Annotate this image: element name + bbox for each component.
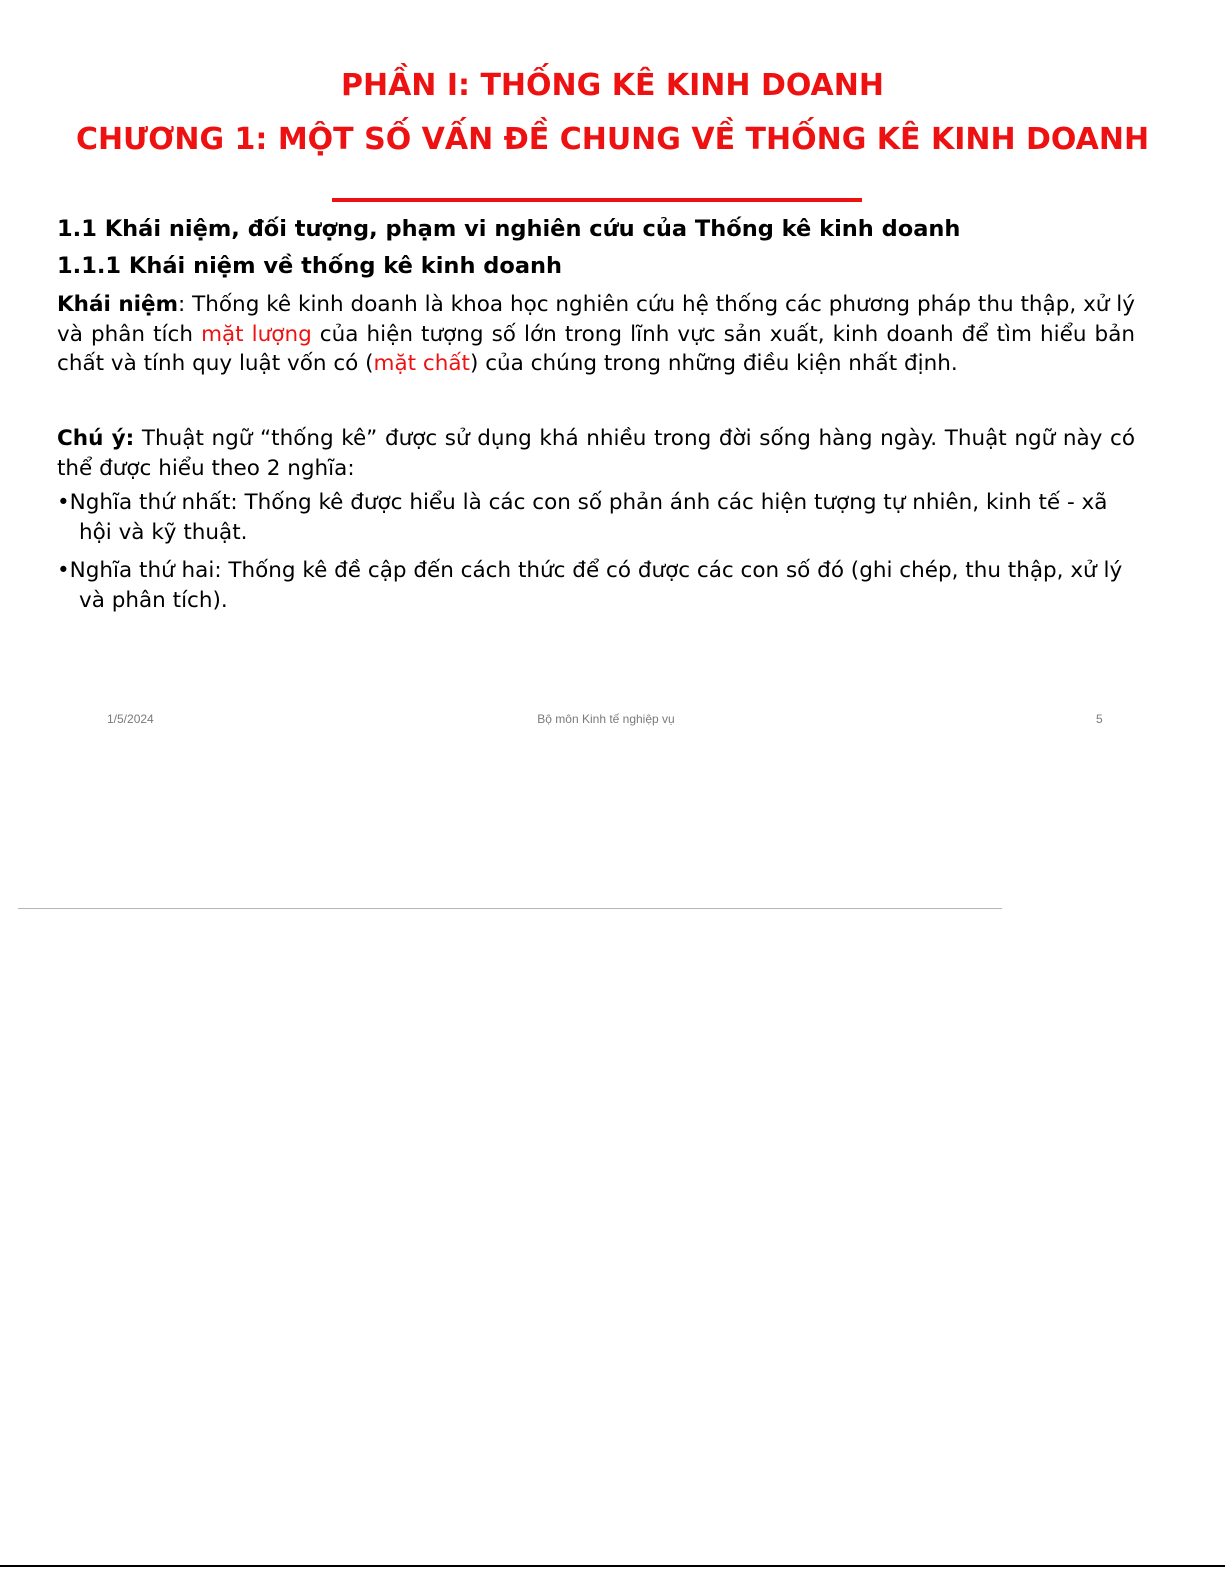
- note-paragraph: [57, 424, 1135, 483]
- note-text: Thuật ngữ “thống kê” được sử dụng khá nhiều trong đời sống hàng ngày. Thuật ngữ này có thể được hiểu theo 2 nghĩa:: [57, 426, 1135, 481]
- footer-page-number: 5: [1096, 712, 1103, 726]
- definition-label: Khái niệm: [57, 292, 179, 317]
- page-divider: [18, 908, 1002, 909]
- bullet-item-second-meaning: •Nghĩa thứ hai: Thống kê đề cập đến cách thức để có được các con số đó (ghi chép, thu thập, xử lý và phân tích).: [57, 558, 1123, 613]
- subsection-heading: 1.1.1 Khái niệm về thống kê kinh doanh: [57, 253, 563, 279]
- definition-highlight-quantity: mặt lượng: [201, 321, 312, 347]
- definition-highlight-quality: mặt chất: [373, 351, 470, 376]
- note-label: Chú ý:: [57, 426, 135, 451]
- bullet-item-first-meaning: •Nghĩa thứ nhất: Thống kê được hiểu là các con số phản ánh các hiện tượng tự nhiên, kinh tế - xã hội và kỹ thuật.: [57, 490, 1108, 545]
- section-heading: 1.1 Khái niệm, đối tượng, phạm vi nghiên cứu của Thống kê kinh doanh: [57, 216, 961, 242]
- definition-paragraph: [57, 290, 1135, 379]
- bottom-border: [0, 1565, 1225, 1567]
- title-underline: [332, 198, 862, 202]
- chapter-title: CHƯƠNG 1: MỘT SỐ VẤN ĐỀ CHUNG VỀ THỐNG KÊ KINH DOANH: [75, 122, 1150, 157]
- slide: [0, 0, 1225, 760]
- definition-text-3: ) của chúng trong những điều kiện nhất định.: [469, 351, 958, 376]
- footer-department: Bộ môn Kinh tế nghiệp vụ: [537, 712, 675, 726]
- footer-date: 1/5/2024: [107, 712, 154, 726]
- part-title: PHẦN I: THỐNG KÊ KINH DOANH: [340, 68, 884, 103]
- definition-text-1: : Thống kê kinh doanh là khoa học nghiên cứu hệ thống các phương pháp thu thập, xử lý và phân tích: [57, 292, 1135, 347]
- definition-text-2: của hiện tượng số lớn trong lĩnh vực sản xuất, kinh doanh để tìm hiểu bản chất và tính quy luật vốn có (: [57, 321, 1136, 376]
